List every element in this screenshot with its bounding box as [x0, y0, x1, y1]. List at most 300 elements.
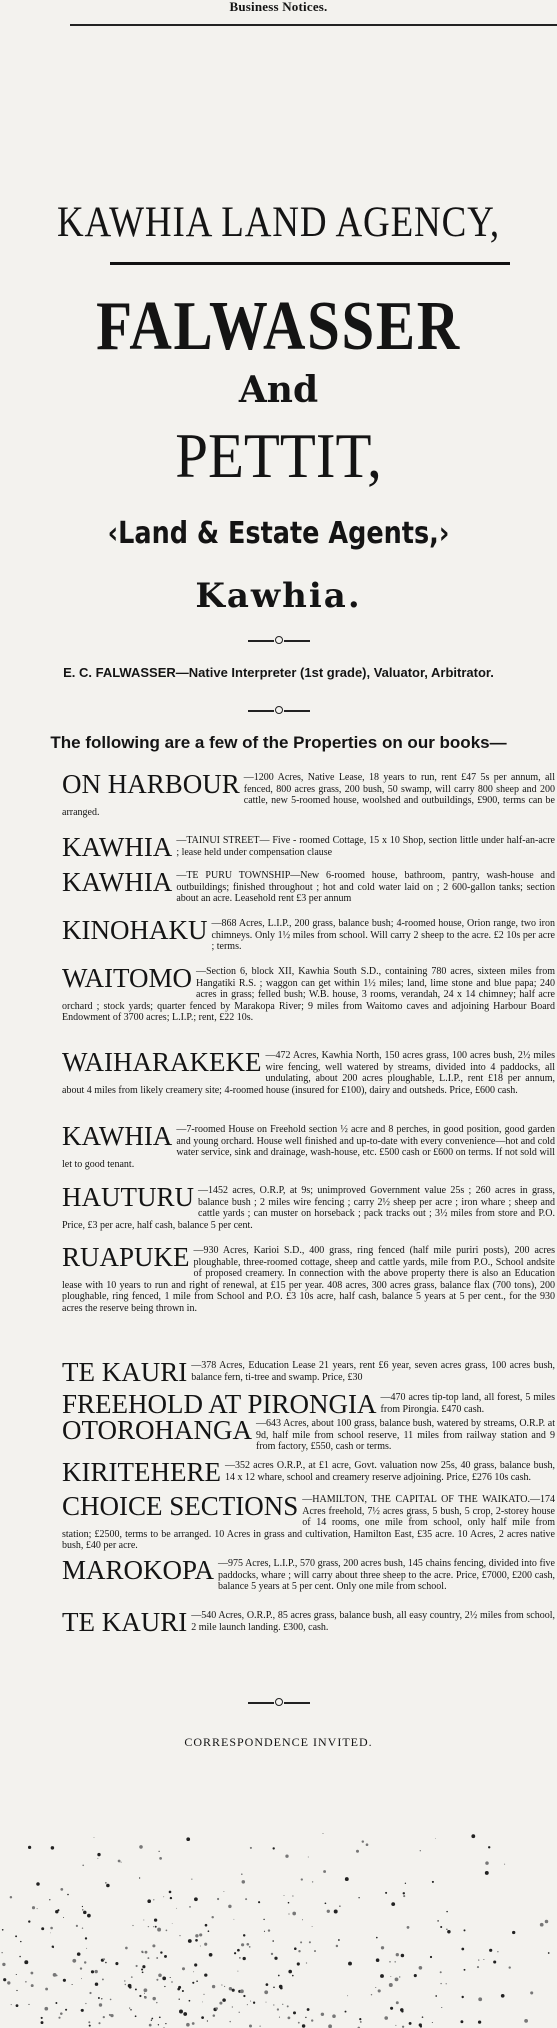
speckle — [312, 1926, 313, 1927]
speckle — [461, 1948, 464, 1951]
speckle — [49, 1899, 50, 1900]
speckle — [400, 2008, 404, 2012]
property-description: —930 Acres, Karioi S.D., 400 grass, ring fenced (half mile puriri posts), 200 acres ploughable, three-roomed cottage, sheep and cattle yards, mile from P.O., School andsite of proposed creamery. In connection with the above property there is also an Education lease with 10 years to run and right of renewal, at £15 per year. 408 acres, 300 acres grass, balance flax (700 tons), 200 ploughable, ring fenced, 1 mile from School and P.O. £3 10s acre, half cash, balance 5 years at 5 per cent., for the 930 acres the reserve being thrown in. — [62, 1245, 555, 1314]
speckle — [141, 1968, 143, 1970]
speckle — [131, 1976, 133, 1978]
speckle — [189, 2000, 191, 2002]
property-entry — [62, 963, 555, 1024]
speckle — [204, 1943, 207, 1946]
speckle — [192, 1982, 194, 1984]
speckle — [105, 1882, 106, 1883]
speckle — [545, 1920, 549, 1924]
speckle — [16, 2004, 19, 2007]
speckle — [360, 2021, 362, 2023]
speckle — [229, 1987, 232, 1990]
property-name: KIRITEHERE — [62, 1457, 221, 1487]
speckle — [98, 2022, 100, 2024]
speckle — [306, 1962, 307, 1963]
speckle — [130, 2009, 132, 2011]
property-entry — [62, 1555, 555, 1593]
speckle — [243, 1934, 245, 1936]
speckle — [311, 2019, 313, 2021]
speckle — [292, 1912, 296, 1916]
property-description: —975 Acres, L.I.P., 570 grass, 200 acres bush, 145 chains fencing, divided into five paddocks, whare ; will carry about three sheep to the acre. Price, £7000, £200 cash, balance 5 years at 5 per cent. Only one mile from school. — [218, 1558, 555, 1592]
speckle — [437, 1920, 439, 1922]
speckle — [401, 1954, 405, 1958]
speckle — [471, 1834, 475, 1838]
speckle — [136, 1965, 138, 1967]
speckle — [142, 1965, 145, 1968]
speckle — [477, 1966, 479, 1968]
speckle — [327, 1910, 330, 1913]
interpreter-line: E. C. FALWASSER—Native Interpreter (1st grade), Valuator, Arbitrator. — [63, 665, 494, 680]
speckle — [332, 2014, 336, 2018]
speckle — [264, 1990, 268, 1994]
speckle — [89, 2025, 91, 2027]
speckle — [135, 1988, 137, 1990]
speckle — [375, 1987, 376, 1988]
speckle — [156, 1957, 158, 1959]
firm-and: And — [238, 369, 319, 411]
speckle — [28, 1846, 31, 1849]
speckle — [432, 1881, 434, 1883]
speckle — [209, 1953, 213, 1957]
speckle — [483, 1959, 484, 1960]
speckle — [159, 1857, 162, 1860]
speckle — [247, 2004, 248, 2005]
property-entry — [62, 1182, 555, 1231]
speckle — [478, 2020, 481, 2023]
speckle — [170, 1897, 172, 1899]
speckle — [41, 1927, 44, 1930]
speckle — [188, 1939, 192, 1943]
speckle — [292, 1975, 294, 1977]
speckle — [548, 1952, 550, 1954]
speckle — [263, 1919, 264, 1920]
speckle — [158, 1974, 162, 1978]
speckle — [460, 2020, 463, 2023]
speckle — [139, 1877, 140, 1878]
property-description: —1452 acres, O.R.P, at 9s; unimproved Government value 25s ; 260 acres in grass, balance bush ; 2 miles wire fencing ; carry 2½ sheep per acre ; iron whare ; sheep and cattle yards ; can muster on horseback ; pack tracks out ; 3½ miles from store and P.O. Price, £3 per acre, half cash, balance 5 per cent. — [62, 1185, 555, 1231]
speckle — [194, 1963, 197, 1966]
speckle — [241, 1943, 244, 1946]
speckle — [229, 2021, 230, 2022]
speckle — [115, 1962, 118, 1965]
speckle — [195, 1934, 198, 1937]
speckle — [202, 2001, 203, 2002]
speckle — [94, 1837, 95, 1838]
speckle — [28, 2004, 29, 2005]
speckle — [389, 1983, 393, 1987]
speckle — [207, 2020, 208, 2021]
speckle — [2, 1963, 5, 1966]
speckle — [273, 2004, 274, 2005]
speckle — [394, 1961, 395, 1962]
speckle — [391, 1902, 395, 1906]
speckle — [205, 1924, 208, 1927]
speckle — [145, 1951, 148, 1954]
property-description: —470 acres tip-top land, all forest, 5 miles from Pirongia. £470 cash. — [380, 1392, 555, 1415]
speckle — [82, 1906, 83, 1907]
correspondence-invited: CORRESPONDENCE INVITED. — [184, 1735, 373, 1749]
property-name: RUAPUKE — [62, 1242, 190, 1272]
speckle — [273, 1847, 275, 1849]
speckle — [435, 1838, 436, 1839]
speckle — [271, 1953, 273, 1955]
speckle — [143, 1952, 144, 1953]
speckle — [147, 1899, 151, 1903]
speckle — [485, 1871, 489, 1875]
speckle — [376, 1937, 378, 1939]
speckle — [172, 1923, 173, 1924]
speckle — [462, 1996, 464, 1998]
speckle — [366, 1843, 369, 1846]
speckle — [24, 1960, 28, 1964]
speckle — [158, 2024, 159, 2025]
speckle — [189, 1906, 191, 1908]
speckle — [407, 1926, 410, 1929]
speckle — [464, 1929, 466, 1931]
speckle — [82, 1928, 83, 1929]
property-entry — [62, 1491, 555, 1552]
property-description: —TAINUI STREET— Five - roomed Cottage, 15 x 10 Shop, section little under half-an-acre ; lease held under compensation clause — [176, 835, 555, 858]
speckle — [87, 1914, 91, 1918]
speckle — [55, 1910, 58, 1913]
speckle — [272, 1940, 274, 1942]
speckle — [278, 1975, 280, 1977]
speckle — [152, 1997, 155, 2000]
speckle — [385, 1892, 387, 1894]
speckle — [389, 1961, 391, 1963]
speckle — [264, 1931, 265, 1932]
speckle — [155, 1926, 157, 1928]
property-name: CHOICE SECTIONS — [62, 1491, 299, 1521]
speckle — [478, 1997, 482, 2001]
speckle — [121, 1862, 122, 1863]
speckle — [58, 2017, 60, 2019]
speckle — [530, 1991, 533, 1994]
speckle — [268, 1929, 270, 1931]
speckle — [81, 1978, 82, 1979]
speckle — [274, 1957, 277, 1960]
speckle — [504, 1864, 505, 1865]
property-description: —TE PURU TOWNSHIP—New 6-roomed house, bathroom, pantry, wash-house and outbuildings; finished throughout ; hot and cold water laid on ; 2 600-gallon tanks; section about an acre. Leasehold rent £3 per annum — [176, 870, 555, 904]
property-name: ON HARBOUR — [62, 769, 240, 799]
speckle — [414, 1974, 417, 1977]
property-entry — [62, 915, 555, 953]
speckle — [41, 2021, 44, 2024]
speckle — [237, 1949, 240, 1952]
speckle — [7, 1981, 10, 1984]
speckle — [493, 1960, 496, 1963]
speckle — [228, 1905, 231, 1908]
speckle — [44, 2007, 48, 2011]
speckle — [376, 1958, 380, 1962]
speckle — [440, 1983, 441, 1984]
speckle — [446, 1929, 447, 1930]
speckle — [250, 2001, 251, 2002]
speckle — [183, 2012, 187, 2016]
town-name: Kawhia. — [195, 576, 362, 616]
speckle — [440, 1926, 442, 1928]
speckle — [89, 1992, 91, 1994]
property-description: —643 Acres, about 100 grass, balance bush, watered by streams, O.R.P. at 9d, half mile from school reserve, 11 miles from railway station and 9 from factory, £550, cash or terms. — [256, 1418, 555, 1452]
speckle — [162, 1977, 166, 1981]
speckle — [85, 2003, 86, 2004]
speckle — [302, 2024, 305, 2027]
properties-heading: The following are a few of the Properties on our books— — [50, 733, 507, 752]
speckle — [302, 1919, 303, 1920]
speckle — [91, 1970, 94, 1973]
speckle — [240, 1989, 244, 1993]
speckle — [156, 1979, 158, 1981]
speckle — [149, 2024, 152, 2027]
speckle — [419, 1966, 423, 1970]
speckle — [478, 1959, 479, 1960]
speckle — [435, 1995, 437, 1997]
speckle — [338, 1939, 340, 1941]
speckle — [362, 1840, 364, 1842]
speckle — [347, 1995, 348, 1996]
speckle — [32, 1906, 35, 1909]
speckle — [447, 1930, 450, 1933]
speckle — [72, 1984, 73, 1985]
property-name: WAITOMO — [62, 963, 192, 993]
ornament-divider — [248, 636, 310, 646]
speckle — [345, 1877, 349, 1881]
speckle — [132, 1925, 133, 1926]
speckle — [253, 2002, 255, 2004]
speckle — [224, 1986, 225, 1987]
speckle — [512, 1931, 515, 1934]
speckle — [219, 2002, 222, 2005]
speckle — [118, 1860, 121, 1863]
speckle — [390, 2007, 393, 2010]
speckle — [154, 1918, 157, 1921]
speckle — [265, 2002, 266, 2003]
speckle — [301, 1878, 303, 1880]
speckle — [125, 1947, 128, 1950]
speckle — [139, 1845, 143, 1849]
speckle — [509, 1966, 511, 1968]
speckle — [221, 1984, 222, 1985]
property-name: TE KAURI — [62, 1357, 188, 1387]
speckle — [524, 2019, 528, 2023]
speckle — [446, 1983, 447, 1984]
property-name: FREEHOLD AT PIRONGIA — [62, 1389, 377, 1419]
speckle — [540, 1923, 544, 1927]
speckle — [196, 1980, 198, 1982]
speckle — [249, 2024, 252, 2027]
firm-name-falwasser: FALWASSER — [96, 288, 461, 365]
speckle — [211, 1916, 213, 1918]
speckle — [182, 1990, 184, 1992]
speckle — [98, 1997, 100, 1999]
speckle — [159, 2016, 161, 2018]
speckle — [125, 1984, 126, 1985]
speckle — [217, 1898, 219, 1900]
speckle — [243, 1995, 245, 1997]
speckle — [97, 1853, 100, 1856]
speckle — [279, 2017, 280, 2018]
speckle — [395, 2025, 396, 2026]
speckle — [298, 1950, 300, 1952]
speckle — [2, 1929, 4, 1931]
speckle — [147, 1957, 149, 1959]
speckle — [106, 1884, 110, 1888]
speckle — [88, 2021, 90, 2023]
speckle — [441, 2007, 442, 2008]
speckle — [336, 1945, 338, 1947]
speckle — [67, 1894, 69, 1896]
speckle — [239, 1957, 240, 1958]
speckle — [297, 1962, 300, 1965]
speckle — [279, 1985, 283, 1989]
speckle — [378, 1989, 381, 1992]
speckle — [77, 1952, 81, 1956]
speckle — [36, 1882, 40, 1886]
speckle — [430, 1956, 432, 1958]
speckle — [222, 1998, 226, 2002]
speckle — [171, 1981, 172, 1982]
speckle — [72, 1959, 76, 1963]
speckle — [440, 1971, 442, 1973]
header-rule — [70, 24, 557, 26]
speckle — [81, 2009, 84, 2012]
speckle — [176, 1908, 177, 1909]
speckle — [99, 2003, 102, 2006]
speckle — [179, 2010, 183, 2014]
speckle — [215, 2007, 218, 2010]
speckle — [194, 1897, 198, 1901]
speckle — [30, 1972, 33, 1975]
speckle — [170, 1977, 171, 1978]
speckle — [489, 1949, 492, 1952]
property-description: —7-roomed House on Freehold section ½ acre and 8 perches, in good position, good garden and young orchard. House well finished and up-to-date with every convenience—hot and cold water service, sink and drainage, wash-house, etc. £500 cash or £600 on terms. If not sold will let to good tenant. — [62, 1124, 555, 1170]
speckle — [289, 1914, 290, 1915]
print-damage-texture — [0, 1830, 557, 2028]
speckle — [239, 2012, 240, 2013]
speckle — [165, 2023, 166, 2024]
property-description: —868 Acres, L.I.P., 200 grass, balance bush; 4-roomed house, Orion range, two iron chimneys. Only 1½ miles from school. Will carry 2 sheep to the acre. £2 10s per acre ; terms. — [211, 918, 555, 952]
speckle — [60, 2012, 63, 2015]
speckle — [288, 1970, 292, 1974]
speckle — [129, 1986, 132, 1989]
property-entry — [62, 1121, 555, 1170]
speckle — [395, 1978, 399, 1982]
property-description: —540 Acres, O.R.P., 85 acres grass, balance bush, all easy country, 2½ miles from school, 2 mile launch landing. £300, cash. — [191, 1610, 555, 1633]
property-description: —Section 6, block XII, Kawhia South S.D., containing 780 acres, sixteen miles from Hangatiki R.S. ; waggon can get within 1½ miles; land, lime stone and blue papa; 240 acres in grass; felled bush; W.B. house, 3 rooms, verandah, 24 x 14 chimney; half acre orchard ; stock yards; quarter fenced by Marakopa River; 9 miles from Waitomo caves and adjoining Harbour Board Endowment of 3700 acres; L.I.P.; rent, £22 10s. — [62, 966, 555, 1023]
speckle — [307, 2008, 310, 2011]
speckle — [359, 2018, 361, 2020]
speckle — [20, 1941, 21, 1942]
speckle — [82, 1909, 83, 1910]
speckle — [50, 1927, 53, 1930]
agency-underline — [110, 262, 510, 265]
property-entry — [62, 1415, 555, 1453]
speckle — [169, 1891, 172, 1894]
speckle — [233, 1919, 234, 1920]
speckle — [371, 1994, 372, 1995]
property-name: TE KAURI — [62, 1607, 188, 1637]
speckle — [334, 1910, 338, 1914]
speckle — [381, 1946, 384, 1949]
speckle — [63, 1917, 64, 1918]
speckle — [328, 2024, 332, 2028]
speckle — [384, 2016, 388, 2020]
speckle — [63, 1979, 66, 1982]
speckle — [203, 1994, 204, 1995]
speckle — [213, 2014, 216, 2017]
speckle — [323, 1870, 326, 1873]
speckle — [152, 1944, 155, 1947]
property-name: KAWHIA — [62, 867, 173, 897]
speckle — [223, 1891, 224, 1892]
speckle — [129, 2008, 130, 2009]
speckle — [186, 2023, 190, 2027]
speckle — [309, 1941, 311, 1943]
speckle — [2, 1952, 3, 1953]
speckle — [11, 2004, 12, 2005]
speckle — [250, 1847, 252, 1849]
property-entry — [62, 867, 555, 905]
speckle — [243, 1957, 246, 1960]
speckle — [345, 2011, 347, 2013]
speckle — [356, 1850, 359, 1853]
speckle — [314, 1950, 316, 1952]
speckle — [53, 1947, 54, 1948]
speckle — [53, 1973, 57, 1977]
speckle — [151, 2020, 152, 2021]
speckle — [432, 2022, 433, 2023]
property-name: KAWHIA — [62, 832, 173, 862]
speckle — [31, 1984, 34, 1987]
speckle — [201, 2016, 204, 2019]
speckle — [488, 1846, 490, 1848]
ornament-divider — [248, 706, 310, 716]
property-entry — [62, 1607, 555, 1637]
speckle — [403, 1895, 405, 1897]
speckle — [139, 1995, 141, 1997]
speckle — [159, 1851, 160, 1852]
property-name: WAIHARAKEKE — [62, 1047, 262, 1077]
agents-line: ‹Land & Estate Agents,› — [107, 516, 450, 551]
speckle — [259, 2025, 260, 2026]
speckle — [3, 1978, 6, 1981]
speckle — [497, 1951, 498, 1952]
speckle — [80, 1967, 82, 1969]
speckle — [60, 1888, 63, 1891]
speckle — [285, 1855, 288, 1858]
speckle — [76, 1925, 78, 1927]
speckle — [50, 1932, 51, 1933]
speckle — [182, 1967, 185, 1970]
speckle — [41, 2017, 43, 2019]
speckle — [179, 1935, 180, 1936]
speckle — [246, 1943, 249, 1946]
agency-title: KAWHIA LAND AGENCY, — [56, 199, 501, 246]
property-description: —HAMILTON, THE CAPITAL OF THE WAIKATO.—174 Acres freehold, 7½ acres grass, 5 bush, 5 crop, 2-storey house of 14 rooms, one mile from school, only half mile from station; £2500, terms to be arranged. 10 Acres in grass and cultivation, Hamilton East, £35 acre. 10 Acres, 2 acres native bush, £40 per acre. — [62, 1494, 555, 1551]
speckle — [237, 1971, 238, 1972]
speckle — [420, 2025, 422, 2027]
speckle — [142, 1971, 144, 1973]
property-name: MAROKOPA — [62, 1555, 215, 1585]
speckle — [160, 1951, 162, 1953]
speckle — [288, 2017, 291, 2020]
speckle — [110, 2014, 113, 2017]
property-entry — [62, 769, 555, 818]
speckle — [103, 1958, 105, 1960]
